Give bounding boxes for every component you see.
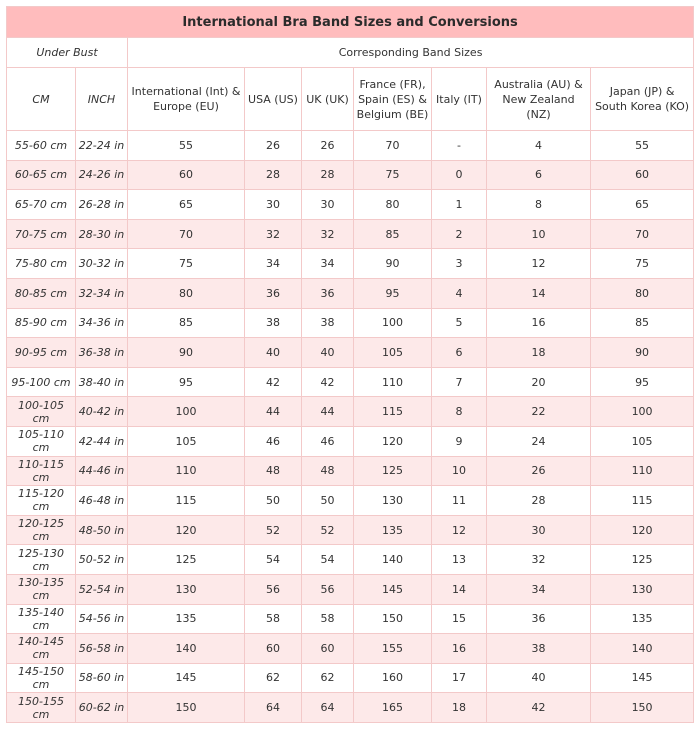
cell-au-nz: 18 <box>487 338 591 368</box>
cell-uk: 28 <box>302 160 354 190</box>
band-size-table <box>6 6 694 723</box>
cell-us: 26 <box>245 131 302 161</box>
cell-au-nz: 32 <box>487 545 591 575</box>
cell-it: 13 <box>432 545 487 575</box>
cell-int-eu: 55 <box>128 131 245 161</box>
cell-us: 44 <box>245 397 302 427</box>
cell-int-eu: 105 <box>128 426 245 456</box>
cell-fr-es-be: 80 <box>354 190 432 220</box>
cell-au-nz: 4 <box>487 131 591 161</box>
cell-au-nz: 40 <box>487 663 591 693</box>
cell-int-eu: 115 <box>128 486 245 516</box>
cell-uk: 62 <box>302 663 354 693</box>
cell-au-nz: 12 <box>487 249 591 279</box>
cell-jp-ko: 110 <box>591 456 694 486</box>
table-row <box>7 308 694 338</box>
cell-fr-es-be: 70 <box>354 131 432 161</box>
cell-uk: 48 <box>302 456 354 486</box>
cell-uk: 54 <box>302 545 354 575</box>
cell-it: 2 <box>432 219 487 249</box>
cell-jp-ko: 80 <box>591 278 694 308</box>
col-header-jp-ko: Japan (JP) & South Korea (KO) <box>591 68 694 131</box>
cell-uk: 50 <box>302 486 354 516</box>
cell-int-eu: 100 <box>128 397 245 427</box>
cell-fr-es-be: 140 <box>354 545 432 575</box>
cell-int-eu: 125 <box>128 545 245 575</box>
cell-int-eu: 120 <box>128 515 245 545</box>
under-bust-header: Under Bust <box>7 38 128 68</box>
cell-jp-ko: 135 <box>591 604 694 634</box>
cell-uk: 30 <box>302 190 354 220</box>
cell-jp-ko: 90 <box>591 338 694 368</box>
cell-inch: 60-62 in <box>76 693 128 723</box>
cell-au-nz: 28 <box>487 486 591 516</box>
cell-inch: 54-56 in <box>76 604 128 634</box>
cell-fr-es-be: 155 <box>354 634 432 664</box>
cell-int-eu: 90 <box>128 338 245 368</box>
cell-cm: 135-140 cm <box>7 604 76 634</box>
cell-jp-ko: 130 <box>591 574 694 604</box>
cell-us: 30 <box>245 190 302 220</box>
col-header-fr-es-be: France (FR), Spain (ES) & Belgium (BE) <box>354 68 432 131</box>
cell-uk: 64 <box>302 693 354 723</box>
cell-cm: 80-85 cm <box>7 278 76 308</box>
cell-inch: 34-36 in <box>76 308 128 338</box>
col-header-au-nz: Australia (AU) & New Zealand (NZ) <box>487 68 591 131</box>
cell-it: 1 <box>432 190 487 220</box>
cell-fr-es-be: 75 <box>354 160 432 190</box>
table-row <box>7 131 694 161</box>
cell-uk: 46 <box>302 426 354 456</box>
table-row <box>7 456 694 486</box>
cell-us: 60 <box>245 634 302 664</box>
cell-int-eu: 110 <box>128 456 245 486</box>
cell-inch: 48-50 in <box>76 515 128 545</box>
cell-int-eu: 140 <box>128 634 245 664</box>
table-row <box>7 190 694 220</box>
cell-fr-es-be: 100 <box>354 308 432 338</box>
table-row <box>7 634 694 664</box>
table-row <box>7 604 694 634</box>
cell-it: 7 <box>432 367 487 397</box>
cell-cm: 130-135 cm <box>7 574 76 604</box>
cell-it: 9 <box>432 426 487 456</box>
cell-inch: 38-40 in <box>76 367 128 397</box>
cell-uk: 44 <box>302 397 354 427</box>
cell-cm: 120-125 cm <box>7 515 76 545</box>
table-row <box>7 486 694 516</box>
cell-fr-es-be: 95 <box>354 278 432 308</box>
table-row <box>7 219 694 249</box>
cell-fr-es-be: 135 <box>354 515 432 545</box>
cell-fr-es-be: 120 <box>354 426 432 456</box>
cell-us: 38 <box>245 308 302 338</box>
table-row <box>7 663 694 693</box>
cell-cm: 140-145 cm <box>7 634 76 664</box>
cell-cm: 65-70 cm <box>7 190 76 220</box>
cell-inch: 32-34 in <box>76 278 128 308</box>
cell-uk: 56 <box>302 574 354 604</box>
table-row <box>7 397 694 427</box>
cell-au-nz: 14 <box>487 278 591 308</box>
cell-us: 40 <box>245 338 302 368</box>
cell-uk: 58 <box>302 604 354 634</box>
cell-us: 50 <box>245 486 302 516</box>
cell-cm: 115-120 cm <box>7 486 76 516</box>
cell-inch: 52-54 in <box>76 574 128 604</box>
cell-cm: 85-90 cm <box>7 308 76 338</box>
table-row <box>7 278 694 308</box>
cell-int-eu: 145 <box>128 663 245 693</box>
cell-inch: 56-58 in <box>76 634 128 664</box>
cell-us: 28 <box>245 160 302 190</box>
cell-it: 4 <box>432 278 487 308</box>
cell-inch: 36-38 in <box>76 338 128 368</box>
cell-int-eu: 80 <box>128 278 245 308</box>
table-row <box>7 545 694 575</box>
cell-cm: 95-100 cm <box>7 367 76 397</box>
cell-int-eu: 75 <box>128 249 245 279</box>
table-title: International Bra Band Sizes and Conversions <box>7 7 694 38</box>
cell-uk: 42 <box>302 367 354 397</box>
cell-au-nz: 20 <box>487 367 591 397</box>
cell-fr-es-be: 90 <box>354 249 432 279</box>
col-header-int-eu: International (Int) & Europe (EU) <box>128 68 245 131</box>
cell-cm: 100-105 cm <box>7 397 76 427</box>
cell-uk: 60 <box>302 634 354 664</box>
cell-inch: 26-28 in <box>76 190 128 220</box>
cell-inch: 42-44 in <box>76 426 128 456</box>
cell-inch: 58-60 in <box>76 663 128 693</box>
cell-cm: 150-155 cm <box>7 693 76 723</box>
cell-int-eu: 70 <box>128 219 245 249</box>
cell-inch: 22-24 in <box>76 131 128 161</box>
cell-us: 36 <box>245 278 302 308</box>
cell-us: 42 <box>245 367 302 397</box>
cell-uk: 26 <box>302 131 354 161</box>
cell-int-eu: 65 <box>128 190 245 220</box>
cell-it: 11 <box>432 486 487 516</box>
cell-fr-es-be: 130 <box>354 486 432 516</box>
cell-us: 54 <box>245 545 302 575</box>
cell-fr-es-be: 145 <box>354 574 432 604</box>
cell-us: 62 <box>245 663 302 693</box>
cell-fr-es-be: 85 <box>354 219 432 249</box>
cell-inch: 24-26 in <box>76 160 128 190</box>
cell-int-eu: 135 <box>128 604 245 634</box>
col-header-us: USA (US) <box>245 68 302 131</box>
cell-it: 15 <box>432 604 487 634</box>
cell-jp-ko: 95 <box>591 367 694 397</box>
cell-cm: 90-95 cm <box>7 338 76 368</box>
cell-au-nz: 26 <box>487 456 591 486</box>
cell-it: - <box>432 131 487 161</box>
cell-fr-es-be: 105 <box>354 338 432 368</box>
band-sizes-header: Corresponding Band Sizes <box>128 38 694 68</box>
cell-jp-ko: 115 <box>591 486 694 516</box>
cell-us: 48 <box>245 456 302 486</box>
cell-inch: 44-46 in <box>76 456 128 486</box>
cell-fr-es-be: 125 <box>354 456 432 486</box>
table-row <box>7 515 694 545</box>
cell-it: 18 <box>432 693 487 723</box>
cell-fr-es-be: 110 <box>354 367 432 397</box>
cell-int-eu: 95 <box>128 367 245 397</box>
cell-inch: 46-48 in <box>76 486 128 516</box>
cell-jp-ko: 75 <box>591 249 694 279</box>
cell-uk: 32 <box>302 219 354 249</box>
cell-it: 10 <box>432 456 487 486</box>
cell-uk: 52 <box>302 515 354 545</box>
cell-fr-es-be: 160 <box>354 663 432 693</box>
cell-uk: 34 <box>302 249 354 279</box>
cell-cm: 125-130 cm <box>7 545 76 575</box>
cell-au-nz: 30 <box>487 515 591 545</box>
cell-it: 8 <box>432 397 487 427</box>
cell-inch: 30-32 in <box>76 249 128 279</box>
cell-jp-ko: 60 <box>591 160 694 190</box>
cell-jp-ko: 85 <box>591 308 694 338</box>
cell-us: 52 <box>245 515 302 545</box>
cell-au-nz: 16 <box>487 308 591 338</box>
table-row <box>7 426 694 456</box>
cell-au-nz: 42 <box>487 693 591 723</box>
cell-int-eu: 130 <box>128 574 245 604</box>
cell-jp-ko: 125 <box>591 545 694 575</box>
cell-it: 3 <box>432 249 487 279</box>
cell-jp-ko: 65 <box>591 190 694 220</box>
cell-int-eu: 60 <box>128 160 245 190</box>
cell-us: 58 <box>245 604 302 634</box>
cell-au-nz: 38 <box>487 634 591 664</box>
cell-inch: 50-52 in <box>76 545 128 575</box>
table-row <box>7 693 694 723</box>
cell-jp-ko: 55 <box>591 131 694 161</box>
col-header-inch: INCH <box>76 68 128 131</box>
col-header-it: Italy (IT) <box>432 68 487 131</box>
cell-us: 32 <box>245 219 302 249</box>
cell-jp-ko: 145 <box>591 663 694 693</box>
cell-it: 0 <box>432 160 487 190</box>
cell-int-eu: 85 <box>128 308 245 338</box>
cell-cm: 145-150 cm <box>7 663 76 693</box>
cell-fr-es-be: 150 <box>354 604 432 634</box>
cell-au-nz: 8 <box>487 190 591 220</box>
cell-it: 5 <box>432 308 487 338</box>
cell-cm: 110-115 cm <box>7 456 76 486</box>
cell-cm: 55-60 cm <box>7 131 76 161</box>
cell-it: 14 <box>432 574 487 604</box>
cell-int-eu: 150 <box>128 693 245 723</box>
cell-cm: 105-110 cm <box>7 426 76 456</box>
cell-uk: 38 <box>302 308 354 338</box>
cell-au-nz: 34 <box>487 574 591 604</box>
cell-uk: 40 <box>302 338 354 368</box>
cell-au-nz: 10 <box>487 219 591 249</box>
col-header-uk: UK (UK) <box>302 68 354 131</box>
table-row <box>7 367 694 397</box>
size-chart <box>6 6 693 723</box>
cell-it: 12 <box>432 515 487 545</box>
cell-fr-es-be: 115 <box>354 397 432 427</box>
table-row <box>7 338 694 368</box>
cell-us: 56 <box>245 574 302 604</box>
cell-us: 34 <box>245 249 302 279</box>
cell-us: 46 <box>245 426 302 456</box>
cell-au-nz: 6 <box>487 160 591 190</box>
cell-jp-ko: 70 <box>591 219 694 249</box>
column-header-row <box>7 68 694 131</box>
table-row <box>7 160 694 190</box>
cell-cm: 75-80 cm <box>7 249 76 279</box>
cell-it: 16 <box>432 634 487 664</box>
cell-jp-ko: 140 <box>591 634 694 664</box>
cell-jp-ko: 150 <box>591 693 694 723</box>
cell-jp-ko: 120 <box>591 515 694 545</box>
cell-uk: 36 <box>302 278 354 308</box>
cell-cm: 60-65 cm <box>7 160 76 190</box>
cell-au-nz: 24 <box>487 426 591 456</box>
cell-it: 6 <box>432 338 487 368</box>
cell-us: 64 <box>245 693 302 723</box>
cell-au-nz: 36 <box>487 604 591 634</box>
cell-cm: 70-75 cm <box>7 219 76 249</box>
cell-jp-ko: 105 <box>591 426 694 456</box>
table-row <box>7 574 694 604</box>
cell-inch: 28-30 in <box>76 219 128 249</box>
cell-jp-ko: 100 <box>591 397 694 427</box>
cell-inch: 40-42 in <box>76 397 128 427</box>
col-header-cm: CM <box>7 68 76 131</box>
cell-it: 17 <box>432 663 487 693</box>
table-row <box>7 249 694 279</box>
cell-au-nz: 22 <box>487 397 591 427</box>
cell-fr-es-be: 165 <box>354 693 432 723</box>
